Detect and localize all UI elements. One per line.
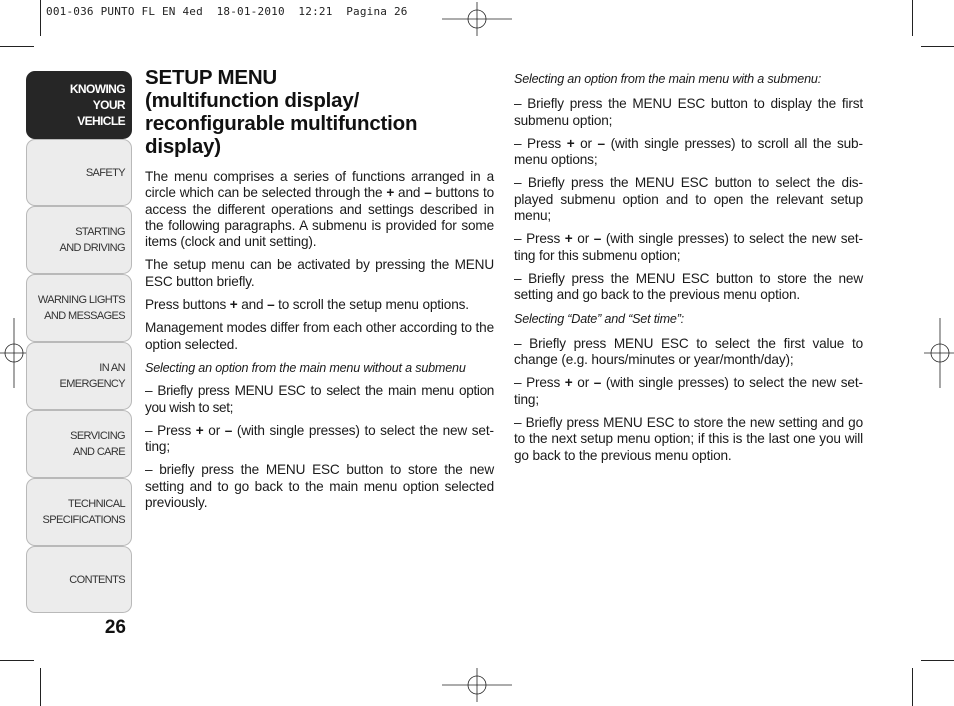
- paragraph: Press buttons + and – to scroll the setup menu options.: [145, 297, 469, 313]
- tab-technical-specifications[interactable]: TECHNICAL SPECIFICATIONS: [26, 478, 132, 546]
- left-column: [145, 66, 494, 518]
- crop-mark: [0, 660, 34, 661]
- paragraph: Management modes differ from each other according to the option selected.: [145, 320, 494, 352]
- tab-in-an-emergency[interactable]: IN AN EMERGENCY: [26, 342, 132, 410]
- paragraph: – Briefly press the MENU ESC button to select the displayed submenu option and to open the relevant setup menu;: [514, 175, 863, 224]
- registration-mark-icon: [442, 2, 512, 36]
- paragraph: – Briefly press MENU ESC to store the new setting and go to the next setup menu option; if this is the last one you will go back to the previous menu option.: [514, 415, 863, 463]
- registration-mark-icon: [924, 318, 954, 388]
- paragraph: – Press + or – (with single presses) to select the new setting;: [145, 422, 494, 455]
- section-title: [145, 66, 494, 158]
- tab-warning-lights-and-messages[interactable]: WARNING LIGHTS AND MESSAGES: [26, 274, 132, 342]
- paragraph: – Press + or – (with single presses) to scroll all the submenu options;: [514, 135, 863, 168]
- paragraph: – Briefly press MENU ESC to select the main menu option you wish to set;: [145, 383, 494, 415]
- plus-symbol: +: [566, 135, 575, 151]
- right-column: [514, 71, 863, 471]
- minus-symbol: –: [424, 185, 432, 201]
- paragraph: The menu comprises a series of functions arranged in a circle which can be selected through the + and – buttons to access the different operations and settings described in the following paragraphs. A submenu is provided for some items (clock and unit setting).: [145, 169, 495, 250]
- title-line: (multifunction display/: [145, 89, 360, 112]
- plus-symbol: +: [564, 375, 573, 391]
- crop-mark: [0, 46, 34, 47]
- crop-mark: [912, 668, 913, 706]
- minus-symbol: –: [597, 135, 605, 151]
- title-line: reconfigurable multifunction display): [145, 112, 418, 158]
- crop-mark: [40, 668, 41, 706]
- plus-symbol: +: [195, 422, 204, 438]
- title-line: SETUP MENU: [145, 66, 278, 89]
- subheading: Selecting “Date” and “Set time”:: [514, 311, 684, 326]
- tab-contents[interactable]: CONTENTS: [26, 546, 132, 613]
- paragraph: – Press + or – (with single presses) to select the new setting;: [514, 375, 863, 407]
- crop-mark: [921, 46, 954, 47]
- paragraph: – Briefly press the MENU ESC button to store the new setting and go back to the previous menu option.: [514, 270, 863, 303]
- plus-symbol: +: [229, 297, 238, 313]
- paragraph: – Briefly press the MENU ESC button to display the first submenu option;: [514, 96, 863, 128]
- tab-starting-and-driving[interactable]: STARTING AND DRIVING: [26, 206, 132, 274]
- crop-mark: [40, 0, 41, 36]
- tab-knowing-your-vehicle[interactable]: KNOWING YOUR VEHICLE: [26, 71, 132, 139]
- subheading: Selecting an option from the main menu without a submenu: [145, 360, 466, 375]
- paragraph: The setup menu can be activated by pressing the MENU ESC button briefly.: [145, 257, 494, 289]
- minus-symbol: –: [593, 375, 602, 391]
- paragraph: – Press + or – (with single presses) to select the new setting for this submenu option;: [514, 231, 863, 263]
- registration-mark-icon: [442, 668, 512, 702]
- plus-symbol: +: [564, 231, 573, 247]
- subheading: Selecting an option from the main menu with a submenu:: [514, 72, 822, 86]
- minus-symbol: –: [593, 231, 602, 247]
- minus-symbol: –: [224, 422, 233, 438]
- crop-mark: [912, 0, 913, 36]
- tab-safety[interactable]: SAFETY: [26, 139, 132, 206]
- plus-symbol: +: [386, 185, 395, 201]
- tab-servicing-and-care[interactable]: SERVICING AND CARE: [26, 410, 132, 478]
- paragraph: – Briefly press MENU ESC to select the first value to change (e.g. hours/minutes or year/month/day);: [514, 335, 863, 368]
- crop-mark: [921, 660, 954, 661]
- minus-symbol: –: [267, 297, 275, 313]
- page-number: 26: [104, 617, 126, 638]
- paragraph: – briefly press the MENU ESC button to store the new setting and to go back to the main menu option selected previously.: [145, 462, 494, 511]
- print-slug: 001-036 PUNTO FL EN 4ed 18-01-2010 12:21 Pagina 26: [46, 5, 408, 18]
